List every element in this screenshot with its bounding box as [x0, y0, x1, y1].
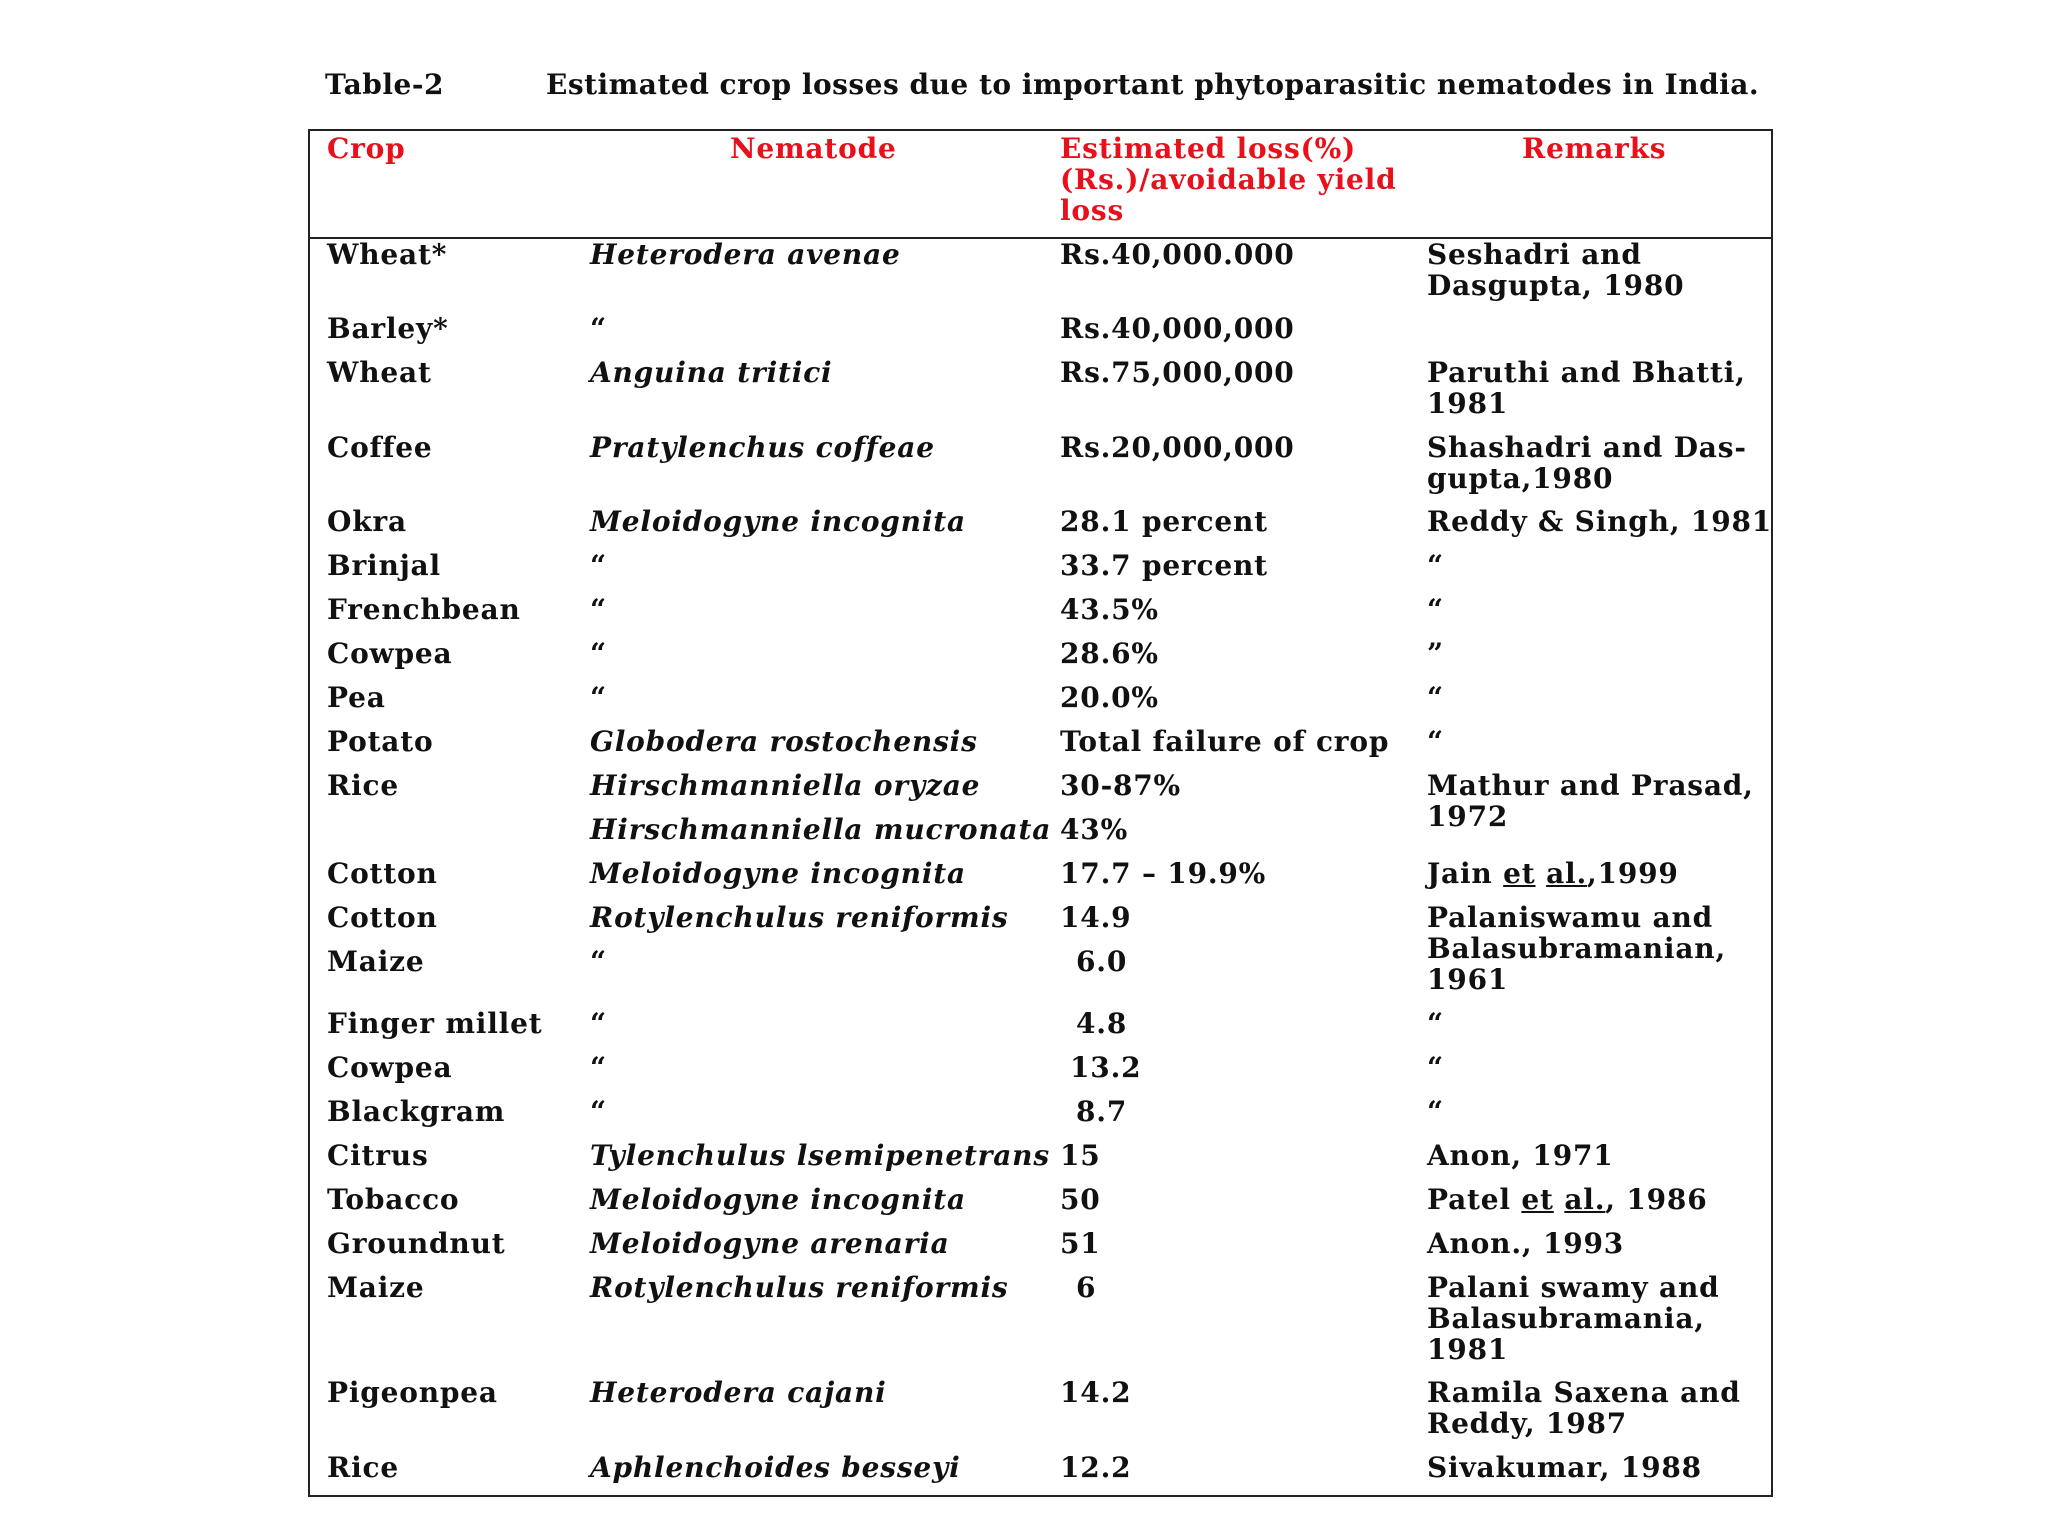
row-23-nematode: Aphlenchoides besseyi: [590, 1451, 961, 1484]
row-17-loss: 8.7: [1076, 1095, 1128, 1128]
row-23-loss: 12.2: [1060, 1451, 1132, 1484]
row-20-nematode: Meloidogyne arenaria: [590, 1227, 950, 1260]
row-14-crop: Maize: [327, 945, 425, 978]
row-5-nematode: “: [590, 549, 607, 582]
row-16-crop: Cowpea: [327, 1051, 453, 1084]
row-20-crop: Groundnut: [327, 1227, 506, 1260]
row-0-loss: Rs.40,000.000: [1060, 238, 1295, 271]
row-13-nematode: Rotylenchulus reniformis: [590, 901, 1009, 934]
row-14-loss: 6.0: [1076, 945, 1128, 978]
row-15-nematode: “: [590, 1007, 607, 1040]
row-12-nematode: Meloidogyne incognita: [590, 857, 966, 890]
row-17-nematode: “: [590, 1095, 607, 1128]
row-9-nematode: Globodera rostochensis: [590, 725, 978, 758]
row-19-crop: Tobacco: [327, 1183, 460, 1216]
row-8-remarks: “: [1427, 681, 1444, 714]
row-6-loss: 43.5%: [1060, 593, 1159, 626]
row-22-crop: Pigeonpea: [327, 1376, 498, 1409]
row-9-remarks: “: [1427, 725, 1444, 758]
row-3-nematode: Pratylenchus coffeae: [590, 431, 935, 464]
row-11-nematode: Hirschmanniella mucronata: [590, 813, 1052, 846]
row-7-crop: Cowpea: [327, 637, 453, 670]
row-18-remarks: Anon, 1971: [1427, 1139, 1614, 1172]
row-19-loss: 50: [1060, 1183, 1101, 1216]
row-13-crop: Cotton: [327, 901, 438, 934]
row-7-remarks: ”: [1427, 637, 1444, 670]
row-1-loss: Rs.40,000,000: [1060, 312, 1295, 345]
row-3-remarks: Shashadri and Das- gupta,1980: [1427, 431, 1747, 495]
row-22-remarks: Ramila Saxena and Reddy, 1987: [1427, 1376, 1741, 1440]
row-15-loss: 4.8: [1076, 1007, 1128, 1040]
row-2-remarks: Paruthi and Bhatti, 1981: [1427, 356, 1746, 420]
row-21-loss: 6: [1076, 1271, 1097, 1304]
row-13-loss: 14.9: [1060, 901, 1132, 934]
row-9-loss: Total failure of crop: [1060, 725, 1390, 758]
row-18-nematode: Tylenchulus lsemipenetrans: [590, 1139, 1050, 1172]
row-18-loss: 15: [1060, 1139, 1101, 1172]
row-0-nematode: Heterodera avenae: [590, 238, 901, 271]
table-frame: [308, 129, 1773, 1497]
row-4-crop: Okra: [327, 505, 407, 538]
row-6-remarks: “: [1427, 593, 1444, 626]
row-23-crop: Rice: [327, 1451, 399, 1484]
row-10-remarks: Mathur and Prasad, 1972: [1427, 769, 1754, 833]
row-8-crop: Pea: [327, 681, 386, 714]
row-5-crop: Brinjal: [327, 549, 441, 582]
row-10-loss: 30-87%: [1060, 769, 1181, 802]
row-4-remarks: Reddy & Singh, 1981: [1427, 505, 1773, 538]
row-12-remarks: Jain et al.,1999: [1427, 857, 1679, 890]
table-label: Table-2: [325, 68, 444, 101]
row-3-crop: Coffee: [327, 431, 433, 464]
row-8-loss: 20.0%: [1060, 681, 1159, 714]
row-4-loss: 28.1 percent: [1060, 505, 1268, 538]
row-22-nematode: Heterodera cajani: [590, 1376, 887, 1409]
row-23-remarks: Sivakumar, 1988: [1427, 1451, 1702, 1484]
row-22-loss: 14.2: [1060, 1376, 1132, 1409]
row-7-loss: 28.6%: [1060, 637, 1159, 670]
row-13-remarks: Palaniswamu and Balasubramanian, 1961: [1427, 901, 1726, 996]
row-0-crop: Wheat*: [327, 238, 448, 271]
row-19-nematode: Meloidogyne incognita: [590, 1183, 966, 1216]
row-17-remarks: “: [1427, 1095, 1444, 1128]
header-remarks: Remarks: [1522, 132, 1667, 165]
row-20-remarks: Anon., 1993: [1427, 1227, 1625, 1260]
row-1-crop: Barley*: [327, 312, 449, 345]
row-2-loss: Rs.75,000,000: [1060, 356, 1295, 389]
row-18-crop: Citrus: [327, 1139, 429, 1172]
row-2-nematode: Anguina tritici: [590, 356, 833, 389]
row-2-crop: Wheat: [327, 356, 432, 389]
row-21-crop: Maize: [327, 1271, 425, 1304]
row-19-remarks: Patel et al., 1986: [1427, 1183, 1708, 1216]
row-21-remarks: Palani swamy and Balasubramania, 1981: [1427, 1271, 1720, 1366]
table-title: Estimated crop losses due to important phytoparasitic nematodes in India.: [546, 68, 1760, 101]
row-1-nematode: “: [590, 312, 607, 345]
row-5-remarks: “: [1427, 549, 1444, 582]
row-16-remarks: “: [1427, 1051, 1444, 1084]
header-nematode: Nematode: [730, 132, 897, 165]
row-16-loss: 13.2: [1070, 1051, 1142, 1084]
row-16-nematode: “: [590, 1051, 607, 1084]
row-15-crop: Finger millet: [327, 1007, 543, 1040]
row-17-crop: Blackgram: [327, 1095, 506, 1128]
row-5-loss: 33.7 percent: [1060, 549, 1268, 582]
row-3-loss: Rs.20,000,000: [1060, 431, 1295, 464]
row-0-remarks: Seshadri and Dasgupta, 1980: [1427, 238, 1685, 302]
row-6-nematode: “: [590, 593, 607, 626]
row-20-loss: 51: [1060, 1227, 1101, 1260]
row-12-loss: 17.7 – 19.9%: [1060, 857, 1267, 890]
row-4-nematode: Meloidogyne incognita: [590, 505, 966, 538]
row-12-crop: Cotton: [327, 857, 438, 890]
row-8-nematode: “: [590, 681, 607, 714]
row-11-loss: 43%: [1060, 813, 1128, 846]
row-21-nematode: Rotylenchulus reniformis: [590, 1271, 1009, 1304]
row-10-crop: Rice: [327, 769, 399, 802]
row-6-crop: Frenchbean: [327, 593, 521, 626]
header-crop: Crop: [327, 132, 406, 165]
row-14-nematode: “: [590, 945, 607, 978]
row-10-nematode: Hirschmanniella oryzae: [590, 769, 981, 802]
header-loss: Estimated loss(%) (Rs.)/avoidable yield loss: [1060, 132, 1397, 227]
row-15-remarks: “: [1427, 1007, 1444, 1040]
row-7-nematode: “: [590, 637, 607, 670]
row-9-crop: Potato: [327, 725, 434, 758]
